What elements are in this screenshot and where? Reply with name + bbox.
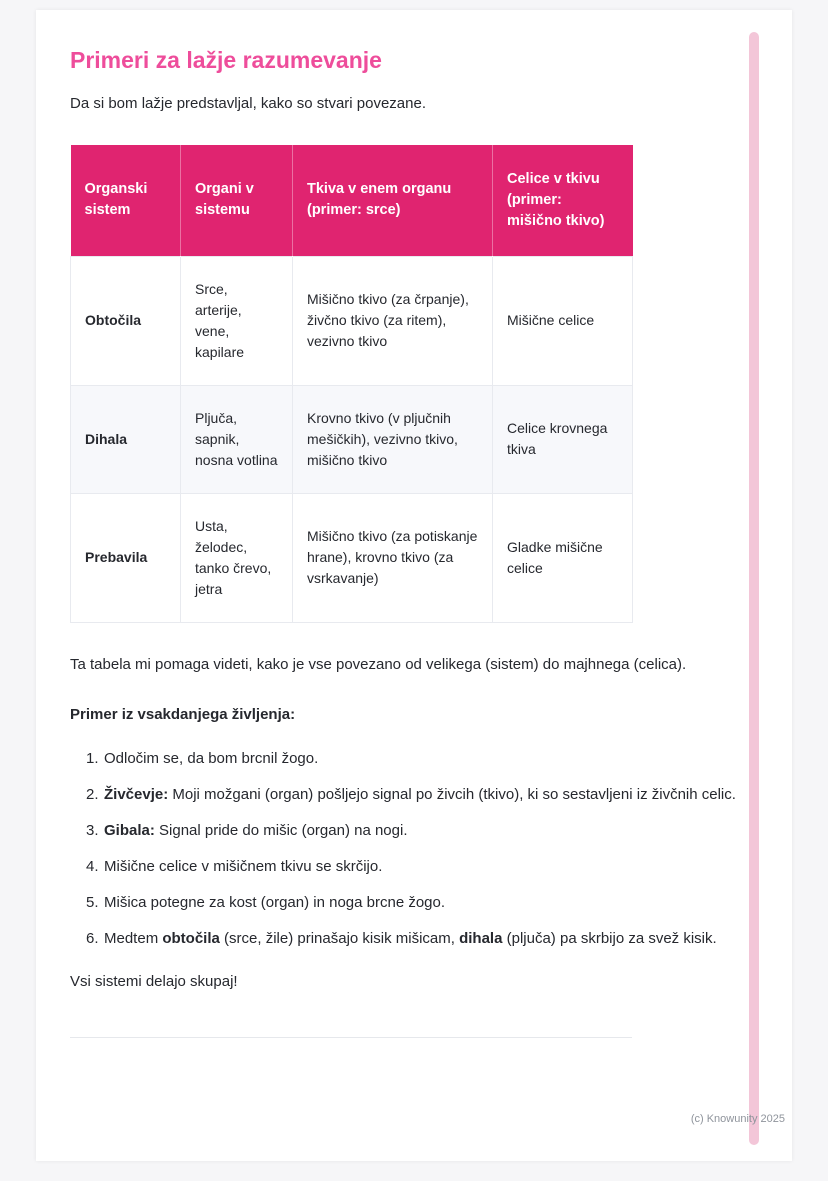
list-item: [86, 891, 746, 914]
organ-systems-table: [70, 145, 633, 623]
table-cell-system: Dihala: [71, 385, 181, 493]
table-cell-organs: Pljuča, sapnik, nosna votlina: [181, 385, 293, 493]
list-item-text: Medtem obtočila (srce, žile) prinašajo kisik mišicam, dihala (pljuča) pa skrbijo za svež kisik.: [104, 929, 717, 947]
list-item-number: 2.: [86, 785, 99, 803]
intro-text: Da si bom lažje predstavljal, kako so stvari povezane.: [70, 94, 427, 112]
table-cell-tissues: Mišično tkivo (za črpanje), živčno tkivo (za ritem), vezivno tkivo: [293, 256, 493, 385]
table-cell-cells: Gladke mišične celice: [493, 493, 633, 622]
table-row-prebavila: [71, 493, 633, 622]
table-cell-cells: Celice krovnega tkiva: [493, 385, 633, 493]
list-item-number: 1.: [86, 749, 99, 767]
table-cell-organs: Srce, arterije, vene, kapilare: [181, 256, 293, 385]
list-item: [86, 819, 746, 842]
list-item-number: 4.: [86, 857, 99, 875]
after-table-paragraph: Ta tabela mi pomaga videti, kako je vse povezano od velikega (sistem) do majhnega (celica).: [70, 655, 687, 673]
table-header-organi-v-sistemu: Organi v sistemu: [181, 145, 293, 257]
list-item-number: 3.: [86, 821, 99, 839]
table-row-obtocila: [71, 256, 633, 385]
table-cell-organs: Usta, želodec, tanko črevo, jetra: [181, 493, 293, 622]
list-item: [86, 927, 746, 950]
document-page: [36, 10, 792, 1161]
table-row-dihala: [71, 385, 633, 493]
table-header-organski-sistem: Organski sistem: [71, 145, 181, 257]
list-item-text: Gibala: Signal pride do mišic (organ) na nogi.: [104, 821, 408, 839]
list-item-text: Mišica potegne za kost (organ) in noga brcne žogo.: [104, 893, 446, 911]
table-cell-tissues: Krovno tkivo (v pljučnih mešičkih), vezivno tkivo, mišično tkivo: [293, 385, 493, 493]
table-cell-system: Obtočila: [71, 256, 181, 385]
list-item-number: 6.: [86, 929, 99, 947]
list-item-number: 5.: [86, 893, 99, 911]
page-edge-stripe: [749, 32, 759, 1145]
list-item-text: Odločim se, da bom brcnil žogo.: [104, 749, 319, 767]
divider: [70, 1037, 632, 1038]
list-item-text: Mišične celice v mišičnem tkivu se skrčijo.: [104, 857, 383, 875]
example-list: [70, 747, 746, 950]
closing-text: Vsi sistemi delajo skupaj!: [70, 972, 238, 990]
table-header-row: [71, 145, 633, 257]
table-header-celice: Celice v tkivu (primer: mišično tkivo): [493, 145, 633, 257]
list-item: [86, 855, 746, 878]
list-item: [86, 747, 746, 770]
table-cell-cells: Mišične celice: [493, 256, 633, 385]
table-header-tkiva: Tkiva v enem organu (primer: srce): [293, 145, 493, 257]
list-item: [86, 783, 746, 806]
table-cell-system: Prebavila: [71, 493, 181, 622]
example-heading: Primer iz vsakdanjega življenja:: [70, 705, 296, 723]
list-item-text: Živčevje: Moji možgani (organ) pošljejo signal po živcih (tkivo), ki so sestavljeni iz živčnih celic.: [104, 785, 736, 803]
page-title: Primeri za lažje razumevanje: [70, 47, 382, 73]
footer-credit: (c) Knowunity 2025: [690, 1113, 785, 1125]
table-cell-tissues: Mišično tkivo (za potiskanje hrane), krovno tkivo (za vsrkavanje): [293, 493, 493, 622]
